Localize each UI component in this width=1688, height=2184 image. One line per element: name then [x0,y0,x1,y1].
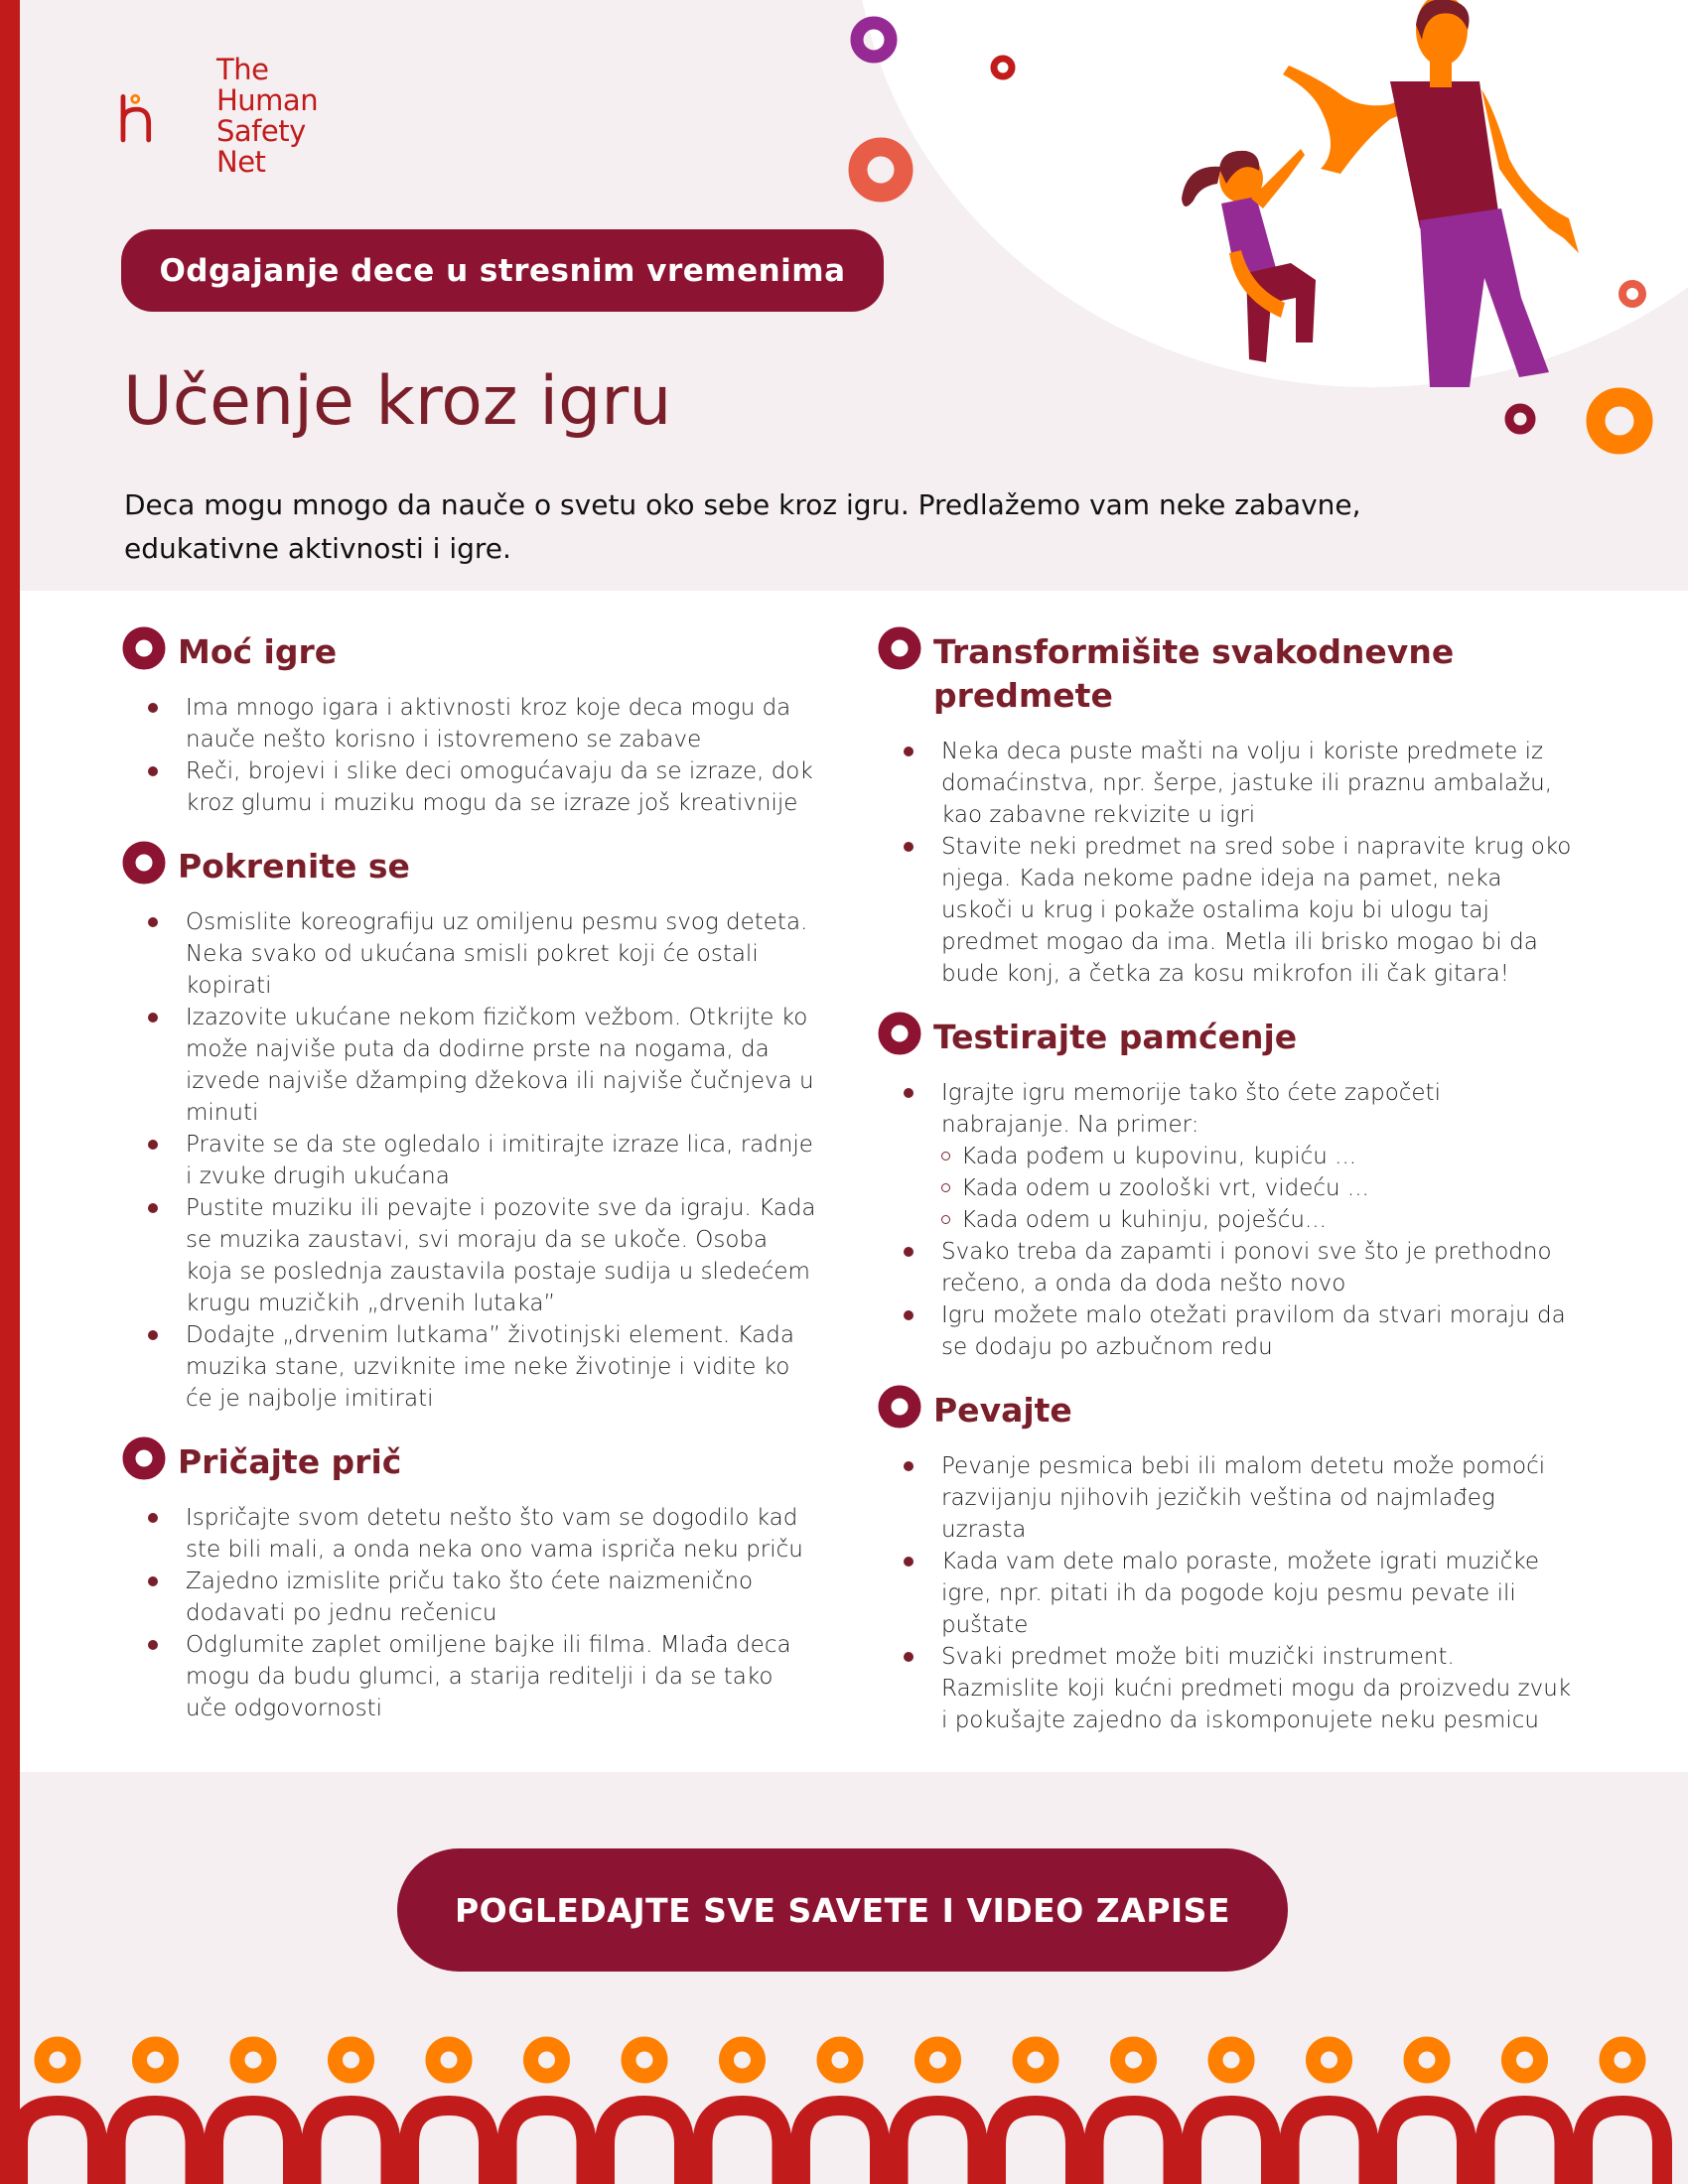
list-item-text: Osmislite koreografiju uz omiljenu pesmu svog deteta. Neka svako od ukućana smisli pokret koji će ostali kopirati [186,909,808,999]
bullet-list [122,906,817,1415]
section-title: Pevajte [933,1391,1072,1430]
list-item-text: Reči, brojevi i slike deci omogućavaju da se izraze, dok kroz glumu i muziku mogu da se izraze još kreativnije [186,758,813,816]
decor-arch-icon [800,2106,880,2184]
list-item-text: Kada vam dete malo poraste, možete igrati muzičke igre, npr. pitati ih da pogode koju pesmu pevate ili puštate [941,1549,1540,1638]
section-heading [122,1440,817,1484]
list-item [122,1192,817,1319]
list-item-text: Pustite muziku ili pevajte i pozovite sve da igraju. Kada se muzika zaustavi, svi moraju da se ukoče. Osoba koja se poslednja zaustavila postaje sudija u sledećem krugu muzičkih „drvenih lutaka” [186,1195,816,1316]
decor-arch-icon [1290,2106,1369,2184]
decor-ring-icon [1509,2044,1541,2076]
ring-bullet-icon [878,626,921,670]
logo-line: The [216,53,269,86]
section-testirajte-pamcenje [878,1016,1573,1363]
bullet-dot-icon [148,1330,158,1340]
logo-wordmark [216,55,318,178]
decor-ring-icon [1607,2044,1638,2076]
list-item [878,1450,1573,1546]
decor-arch-icon [116,2106,196,2184]
decor-ring-icon [849,15,899,65]
bullet-dot-icon [148,1640,158,1650]
ring-bullet-icon [122,1436,166,1480]
list-item [878,1299,1573,1363]
list-item [878,1546,1573,1641]
list-item-text: Pevanje pesmica bebi ili malom detetu može pomoći razvijanju njihovih jezičkih veština od najmlađeg uzrasta [941,1453,1546,1543]
list-item [122,1566,817,1629]
section-heading [122,630,817,674]
decor-arch-icon [1583,2106,1662,2184]
sub-list-item-text: Kada odem u kuhinju, poješću... [961,1207,1327,1233]
decor-ring-icon [1118,2044,1150,2076]
hollow-bullet-icon [941,1183,950,1192]
decor-ring-icon [1020,2044,1052,2076]
list-item-text: Svako treba da zapamti i ponovi sve što je prethodno rečeno, a onda da doda nešto novo [941,1239,1552,1297]
section-title: Moć igre [178,632,338,671]
logo-line: Safety [216,114,306,148]
ring-bullet-icon [122,626,166,670]
decor-arch-icon [1094,2106,1174,2184]
decor-ring-icon [42,2044,73,2076]
section-title: Transformišite svakodnevne predmete [933,632,1455,715]
decor-arch-icon [213,2106,293,2184]
header-band [0,0,1688,591]
list-item [878,736,1573,831]
list-item [122,1129,817,1192]
bullet-dot-icon [904,747,914,756]
hollow-bullet-icon [941,1152,950,1160]
bullet-dot-icon [148,1013,158,1023]
section-title: Pokrenite se [178,847,410,886]
list-item-text: Izazovite ukućane nekom fizičkom vežbom. Otkrijte ko može najviše puta da dodirne prste na nogama, da izvede najviše džamping džekova ili najviše čučnjeva u minuti [186,1005,814,1126]
footer-band [0,1772,1688,2184]
bullet-dot-icon [148,1576,158,1586]
decor-ring-icon [846,135,915,205]
bullet-dot-icon [148,1513,158,1523]
section-heading [878,1016,1573,1059]
sub-list-item [878,1172,1573,1204]
sub-list-item [878,1141,1573,1172]
bullet-dot-icon [904,1310,914,1320]
decor-arch-icon [1387,2106,1467,2184]
bullet-dot-icon [148,917,158,927]
list-item [122,1319,817,1415]
list-item-text: Igrajte igru memorije tako što ćete započeti nabrajanje. Na primer: [941,1080,1441,1138]
section-pevajte [878,1389,1573,1736]
decor-arch-icon [605,2106,684,2184]
bullet-list [878,1450,1573,1736]
bullet-list [122,692,817,819]
section-heading [122,845,817,888]
bullet-dot-icon [904,1088,914,1098]
decor-arch-icon [899,2106,978,2184]
list-item-text: Igru možete malo otežati pravilom da stvari moraju da se dodaju po azbučnom redu [941,1302,1566,1360]
decor-ring-icon [1215,2044,1247,2076]
section-heading [878,630,1573,718]
decor-arch-icon [409,2106,489,2184]
ring-bullet-icon [878,1385,921,1429]
decor-ring-icon [824,2044,856,2076]
decor-arch-icon [18,2106,97,2184]
list-item [878,1077,1573,1236]
right-column [878,630,1573,1762]
bullet-dot-icon [904,1652,914,1662]
ring-bullet-icon [878,1012,921,1055]
bullet-dot-icon [904,842,914,852]
list-item [122,1002,817,1129]
list-item-text: Dodajte „drvenim lutkama” životinjski element. Kada muzika stane, uzviknite ime neke životinje i vidite ko će je najbolje imitirati [186,1322,794,1412]
list-item-text: Neka deca puste mašti na volju i koriste predmete iz domaćinstva, npr. šerpe, jastuke ili praznu ambalažu, kao zabavne rekvizite u igri [941,739,1553,828]
decor-arch-icon [507,2106,587,2184]
bullet-list [878,1077,1573,1363]
list-item-text: Stavite neki predmet na sred sobe i napravite krug oko njega. Kada nekome padne ideja na pamet, neka uskoči u krug i pokaže ostalima koju bi ulogu taj predmet mogao da ima. Metla ili brisko mogao bi da bude konj, a četka za kosu mikrofon ili čak gitara! [941,834,1572,987]
decor-ring-icon [988,53,1018,82]
left-column [122,630,817,1750]
decor-ring-icon [1503,402,1537,436]
decor-ring-icon [140,2044,172,2076]
bullet-dot-icon [904,1461,914,1471]
list-item-text: Zajedno izmislite priču tako što ćete naizmenično dodavati po jednu rečenicu [186,1569,754,1626]
list-item-text: Ima mnogo igara i aktivnosti kroz koje deca mogu da nauče nešto korisno i istovremeno se zabave [186,695,791,752]
section-title: Testirajte pamćenje [933,1018,1298,1056]
list-item-text: Pravite se da ste ogledalo i imitirajte izraze lica, radnje i zvuke drugih ukućana [186,1132,813,1189]
page-title: Učenje kroz igru [123,362,672,441]
decor-arch-icon [1485,2106,1565,2184]
list-item [878,1641,1573,1736]
bullet-dot-icon [148,766,158,776]
bullet-dot-icon [904,1247,914,1257]
footer-decoration [0,1772,1688,2184]
decor-ring-icon [237,2044,269,2076]
list-item [122,1502,817,1566]
section-pokrenite-se [122,845,817,1415]
list-item [878,831,1573,990]
sub-list-item [878,1204,1573,1236]
list-item [122,906,817,1002]
list-item-text: Odglumite zaplet omiljene bajke ili filma. Mlađa deca mogu da budu glumci, a starija reditelji i da se tako uče odgovornosti [186,1632,791,1721]
bullet-list [878,736,1573,990]
bullet-dot-icon [904,1557,914,1567]
decor-arch-icon [703,2106,782,2184]
decor-arch-icon [312,2106,391,2184]
intro-text: Deca mogu mnogo da nauče o svetu oko sebe kroz igru. Predlažemo vam neke zabavne, edukativne aktivnosti i igre. [124,488,1361,565]
left-accent-bar [0,0,20,2184]
mother-daughter-illustration [1092,0,1648,397]
human-safety-net-logo-icon [119,55,213,184]
decor-ring-icon [1411,2044,1443,2076]
sub-bullet-list [878,1141,1573,1236]
decor-ring-icon [727,2044,759,2076]
section-heading [878,1389,1573,1433]
series-badge: Odgajanje dece u stresnim vremenima [121,229,884,312]
bullet-dot-icon [148,1203,158,1213]
section-transformisite [878,630,1573,990]
section-moc-igre [122,630,817,819]
sub-list-item-text: Kada odem u zoološki vrt, videću ... [961,1175,1369,1201]
bullet-dot-icon [148,703,158,713]
decor-arch-icon [1192,2106,1271,2184]
decor-ring-icon [629,2044,660,2076]
decor-ring-icon [1314,2044,1345,2076]
decor-ring-icon [531,2044,563,2076]
list-item [122,692,817,755]
list-item [122,1629,817,1724]
list-item [122,755,817,819]
decor-ring-icon [922,2044,954,2076]
section-title: Pričajte prič [178,1442,402,1481]
ring-bullet-icon [122,841,166,885]
bullet-dot-icon [148,1140,158,1150]
view-all-tips-button[interactable]: POGLEDAJTE SVE SAVETE I VIDEO ZAPISE [397,1848,1288,1972]
section-pricajte-pric [122,1440,817,1724]
logo-line: Net [216,145,266,179]
list-item-text: Svaki predmet može biti muzički instrument. Razmislite koji kućni predmeti mogu da proizvedu zvuk i pokušajte zajedno da iskomponujete neku pesmicu [941,1644,1572,1733]
hollow-bullet-icon [941,1215,950,1224]
list-item [878,1236,1573,1299]
decor-arch-icon [996,2106,1075,2184]
list-item-text: Ispričajte svom detetu nešto što vam se dogodilo kad ste bili mali, a onda neka ono vama ispriča neku priču [186,1505,803,1563]
decor-ring-icon [433,2044,465,2076]
sub-list-item-text: Kada pođem u kupovinu, kupiću ... [961,1144,1357,1169]
logo-line: Human [216,83,319,117]
decor-ring-icon [336,2044,367,2076]
bullet-list [122,1502,817,1724]
